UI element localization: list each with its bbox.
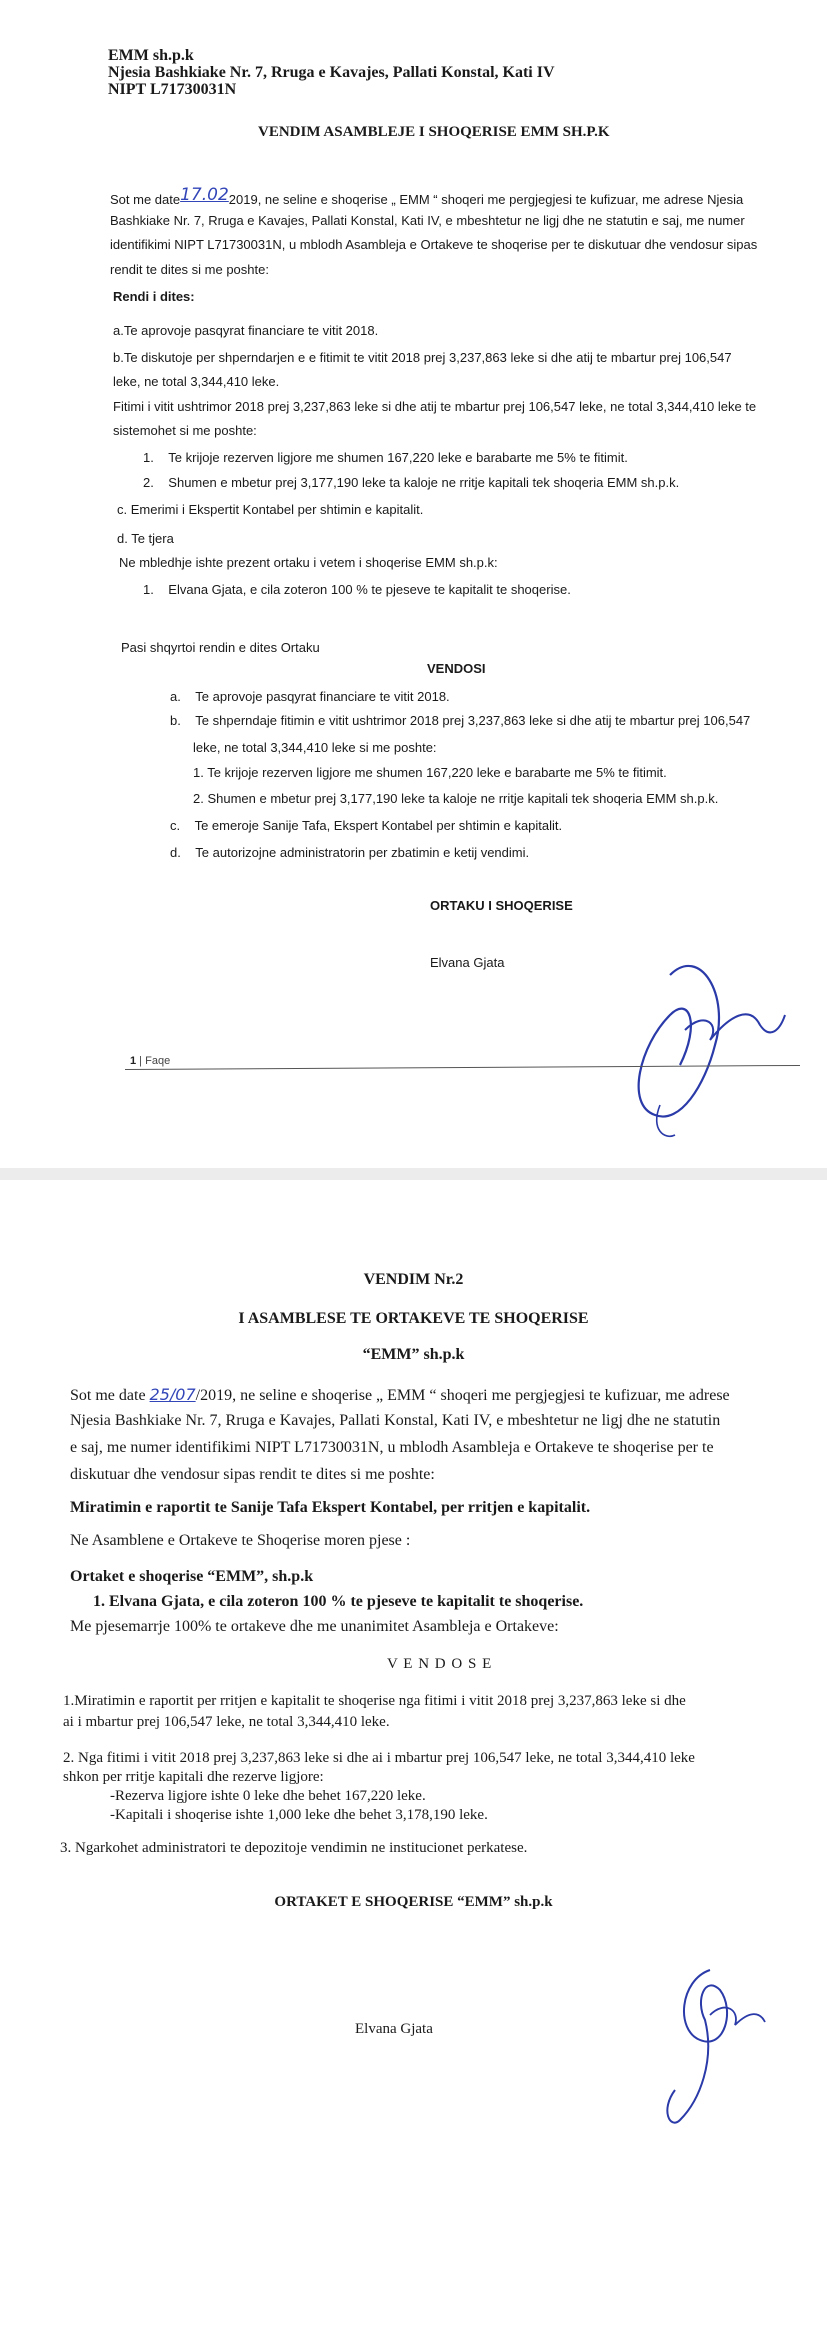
- page2-partner-1: 1. Elvana Gjata, e cila zoteron 100 % te pjeseve te kapitalit te shoqerise.: [93, 1593, 584, 1610]
- page-number-value: 1: [130, 1055, 137, 1067]
- vendosi-heading: VENDOSI: [427, 661, 486, 676]
- page2-decision-3: 3. Ngarkohet administratori te depozitoje vendimin ne institucionet perkatese.: [60, 1840, 528, 1856]
- profit-item-2-text: Shumen e mbetur prej 3,177,190 leke ta kaloje ne rritje kapitali tek shoqeria EMM sh.p.k.: [168, 475, 680, 490]
- page2-intro-line-1-rest: /2019, ne seline e shoqerise „ EMM “ shoqeri me pergjegjesi te kufizuar, me adrese: [195, 1387, 730, 1404]
- page2-decision-1-line-2: ai i mbartur prej 106,547 leke, ne total 3,344,410 leke.: [63, 1714, 390, 1730]
- intro-line-4: rendit te dites si me poshte:: [110, 262, 269, 277]
- intro-prefix: Sot me date: [110, 192, 181, 207]
- document-page-1: [0, 0, 827, 1168]
- page2-partners-heading: Ortaket e shoqerise “EMM”, sh.p.k: [70, 1568, 314, 1585]
- decision-b-line-1: b. Te shperndaje fitimin e vitit ushtrimor 2018 prej 3,237,863 leke si dhe atij te mbartur prej 106,547: [170, 713, 751, 728]
- page2-intro-line-4: diskutuar dhe vendosur sipas rendit te dites si me poshte:: [70, 1466, 435, 1483]
- decision-a-text: Te aprovoje pasqyrat financiare te vitit 2018.: [195, 689, 450, 704]
- signature-name: Elvana Gjata: [430, 955, 505, 970]
- company-nipt: NIPT L71730031N: [108, 81, 237, 98]
- document-page-2: [0, 1180, 827, 2338]
- page2-decision-1-line-1: 1.Miratimin e raportit per rritjen e kapitalit te shoqerise nga fitimi i vitit 2018 prej 3,237,863 leke si dhe: [63, 1693, 686, 1709]
- intro-line-1-rest: 2019, ne seline e shoqerise „ EMM “ shoqeri me pergjegjesi te kufizuar, me adrese Njesia: [228, 192, 744, 207]
- intro-line-1: [110, 185, 744, 209]
- page-number: 1 | Faqe: [130, 1055, 171, 1067]
- page2-intro-line-2: Njesia Bashkiake Nr. 7, Rruga e Kavajes, Pallati Konstal, Kati IV, e mbeshtetur ne ligj dhe ne statutin: [70, 1412, 721, 1429]
- company-name: EMM sh.p.k: [108, 47, 194, 64]
- page2-handwritten-date: 25/07: [149, 1385, 196, 1404]
- profit-line-1: Fitimi i vitit ushtrimor 2018 prej 3,237,863 leke si dhe atij te mbartur prej 106,547 leke, ne total 3,344,410 leke te: [113, 399, 757, 414]
- page2-unanimity: Me pjesemarrje 100% te ortakeve dhe me unanimitet Asambleja e Ortakeve:: [70, 1618, 559, 1635]
- page1-title: VENDIM ASAMBLEJE I SHOQERISE EMM SH.P.K: [258, 124, 610, 140]
- after-review-line: Pasi shqyrtoi rendin e dites Ortaku: [121, 640, 320, 655]
- intro-line-3: identifikimi NIPT L71730031N, u mblodh Asambleja e Ortakeve te shoqerise per te diskutuar dhe vendosur sipas: [110, 237, 758, 252]
- decision-d: d. Te autorizojne administratorin per zbatimin e ketij vendimi.: [170, 845, 530, 860]
- signature-heading: ORTAKU I SHOQERISE: [430, 898, 573, 913]
- handwritten-date: 17.02: [180, 185, 229, 205]
- page2-participants: Ne Asamblene e Ortakeve te Shoqerise moren pjese :: [70, 1532, 411, 1549]
- decision-a: a. Te aprovoje pasqyrat financiare te vitit 2018.: [170, 689, 450, 704]
- page2-signature-heading: ORTAKET E SHOQERISE “EMM” sh.p.k: [274, 1894, 553, 1910]
- decision-c: c. Te emeroje Sanije Tafa, Ekspert Kontabel per shtimin e kapitalit.: [170, 818, 563, 833]
- page-label: Faqe: [145, 1055, 171, 1067]
- decision-b-sub-2: 2. Shumen e mbetur prej 3,177,190 leke ta kaloje ne rritje kapitali tek shoqeria EMM sh.p.k.: [193, 791, 719, 806]
- page2-agenda: Miratimin e raportit te Sanije Tafa Ekspert Kontabel, per rritjen e kapitalit.: [70, 1499, 591, 1516]
- decision-b-line-2: leke, ne total 3,344,410 leke si me poshte:: [193, 740, 437, 755]
- page2-decision-2-line-2: shkon per rritje kapitali dhe rezerve ligjore:: [63, 1769, 324, 1785]
- agenda-heading: Rendi i dites:: [113, 289, 195, 304]
- page2-intro-prefix: Sot me date: [70, 1387, 146, 1404]
- agenda-item-c: c. Emerimi i Ekspertit Kontabel per shtimin e kapitalit.: [117, 502, 424, 517]
- company-address: Njesia Bashkiake Nr. 7, Rruga e Kavajes, Pallati Konstal, Kati IV: [108, 64, 555, 81]
- page2-decision-2-sub-1: -Rezerva ligjore ishte 0 leke dhe behet 167,220 leke.: [110, 1788, 426, 1804]
- agenda-item-d: d. Te tjera: [117, 531, 174, 546]
- agenda-item-b-line-2: leke, ne total 3,344,410 leke.: [113, 374, 280, 389]
- profit-line-2: sistemohet si me poshte:: [113, 423, 257, 438]
- profit-item-2: 2. Shumen e mbetur prej 3,177,190 leke ta kaloje ne rritje kapitali tek shoqeria EMM sh.p.k.: [143, 475, 680, 490]
- profit-item-1-text: Te krijoje rezerven ligjore me shumen 167,220 leke e barabarte me 5% te fitimit.: [168, 450, 628, 465]
- agenda-item-a: a.Te aprovoje pasqyrat financiare te vitit 2018.: [113, 323, 379, 338]
- present-line: Ne mbledhje ishte prezent ortaku i vetem i shoqerise EMM sh.p.k:: [119, 555, 498, 570]
- present-item-text: Elvana Gjata, e cila zoteron 100 % te pjeseve te kapitalit te shoqerise.: [168, 582, 571, 597]
- page2-signature-name: Elvana Gjata: [355, 2021, 433, 2037]
- page2-decision-2-line-1: 2. Nga fitimi i vitit 2018 prej 3,237,863 leke si dhe ai i mbartur prej 106,547 leke, ne total 3,344,410 leke: [63, 1750, 695, 1766]
- agenda-item-b-line-1: b.Te diskutoje per shperndarjen e e fitimit te vitit 2018 prej 3,237,863 leke si dhe atij te mbartur prej 106,547: [113, 350, 732, 365]
- page2-intro-line-3: e saj, me numer identifikimi NIPT L71730031N, u mblodh Asambleja e Ortakeve te shoqerise per te: [70, 1439, 714, 1456]
- decision-b-sub-1: 1. Te krijoje rezerven ligjore me shumen 167,220 leke e barabarte me 5% te fitimit.: [193, 765, 667, 780]
- handwritten-signature: [610, 935, 790, 1150]
- decision-c-text: Te emeroje Sanije Tafa, Ekspert Kontabel per shtimin e kapitalit.: [194, 818, 563, 833]
- intro-line-2: Bashkiake Nr. 7, Rruga e Kavajes, Pallati Konstal, Kati IV, e mbeshtetur ne ligj dhe ne statutin e saj, me numer: [110, 213, 745, 228]
- page2-handwritten-signature: [640, 1940, 780, 2140]
- page2-title-line-1: VENDIM Nr.2: [363, 1271, 464, 1288]
- page2-intro-line-1: [70, 1385, 730, 1405]
- present-item: 1. Elvana Gjata, e cila zoteron 100 % te pjeseve te kapitalit te shoqerise.: [143, 582, 571, 597]
- decision-b-line-1-text: Te shperndaje fitimin e vitit ushtrimor 2018 prej 3,237,863 leke si dhe atij te mbartur prej 106,547: [195, 713, 751, 728]
- profit-item-1: 1. Te krijoje rezerven ligjore me shumen 167,220 leke e barabarte me 5% te fitimit.: [143, 450, 628, 465]
- decision-d-text: Te autorizojne administratorin per zbatimin e ketij vendimi.: [195, 845, 530, 860]
- page2-vendose-heading: V E N D O S E: [387, 1656, 493, 1672]
- page2-decision-2-sub-2: -Kapitali i shoqerise ishte 1,000 leke dhe behet 3,178,190 leke.: [110, 1807, 488, 1823]
- page2-title-line-2: I ASAMBLESE TE ORTAKEVE TE SHOQERISE: [238, 1310, 589, 1327]
- page2-title-line-3: “EMM” sh.p.k: [362, 1346, 465, 1363]
